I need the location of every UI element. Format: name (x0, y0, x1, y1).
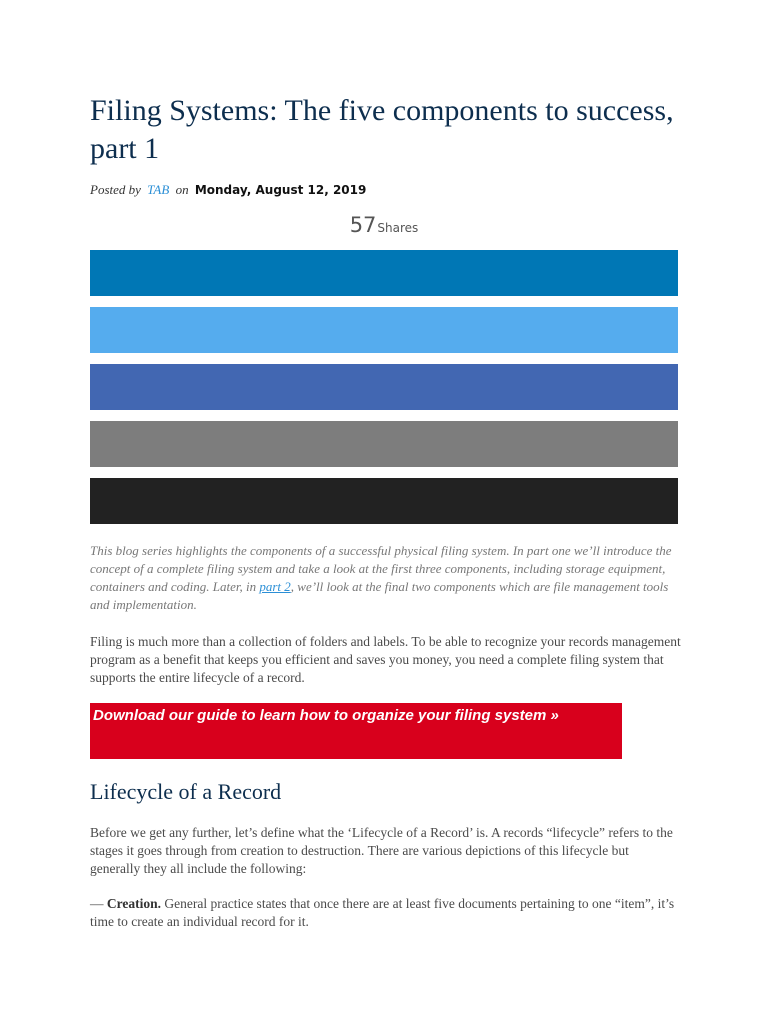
share-count: 57 (349, 213, 377, 237)
intro-text-before: This blog series highlights the components of a successful physical filing system. In part one we’ll introduce the concept of a complete filing system and take a look at the first three components, including storage equipment, containers and coding. Later, in (90, 543, 672, 594)
item-term: Creation. (106, 896, 161, 911)
byline-posted-by: Posted by (90, 182, 141, 197)
section-heading: Lifecycle of a Record (90, 779, 282, 804)
article-title: Filing Systems: The five components to success, part 1 (90, 94, 674, 165)
section-paragraph: Before we get any further, let’s define what the ‘Lifecycle of a Record’ is. A records “lifecycle” refers to the stages it goes through from creation to destruction. There are various depictions of this lifecycle but generally they all include the following: (90, 825, 673, 876)
share-count-label: Shares (377, 221, 419, 235)
byline-on: on (175, 182, 189, 197)
download-guide-button[interactable]: Download our guide to learn how to organize your filing system » (90, 703, 622, 759)
share-button-2[interactable] (90, 307, 678, 353)
item-dash: — (90, 896, 104, 911)
body-paragraph: Filing is much more than a collection of folders and labels. To be able to recognize your records management program as a benefit that keeps you efficient and saves you money, you need a complete filing system that supports the entire lifecycle of a record. (90, 634, 681, 685)
part-2-link[interactable]: part 2 (259, 579, 291, 594)
post-date: Monday, August 12, 2019 (194, 183, 367, 197)
lifecycle-item-creation (90, 895, 682, 931)
share-button-4[interactable] (90, 421, 678, 467)
share-button-1[interactable] (90, 250, 678, 296)
intro-text-after: , we’ll look at the final two components which are file management tools and implementation. (90, 579, 669, 612)
author-link[interactable]: TAB (147, 182, 170, 197)
share-counter (90, 213, 678, 237)
share-button-3[interactable] (90, 364, 678, 410)
series-intro (90, 542, 678, 614)
share-button-5[interactable] (90, 478, 678, 524)
item-text: General practice states that once there are at least five documents pertaining to one “item”, it’s time to create an individual record for it. (90, 896, 675, 929)
byline (90, 181, 366, 199)
